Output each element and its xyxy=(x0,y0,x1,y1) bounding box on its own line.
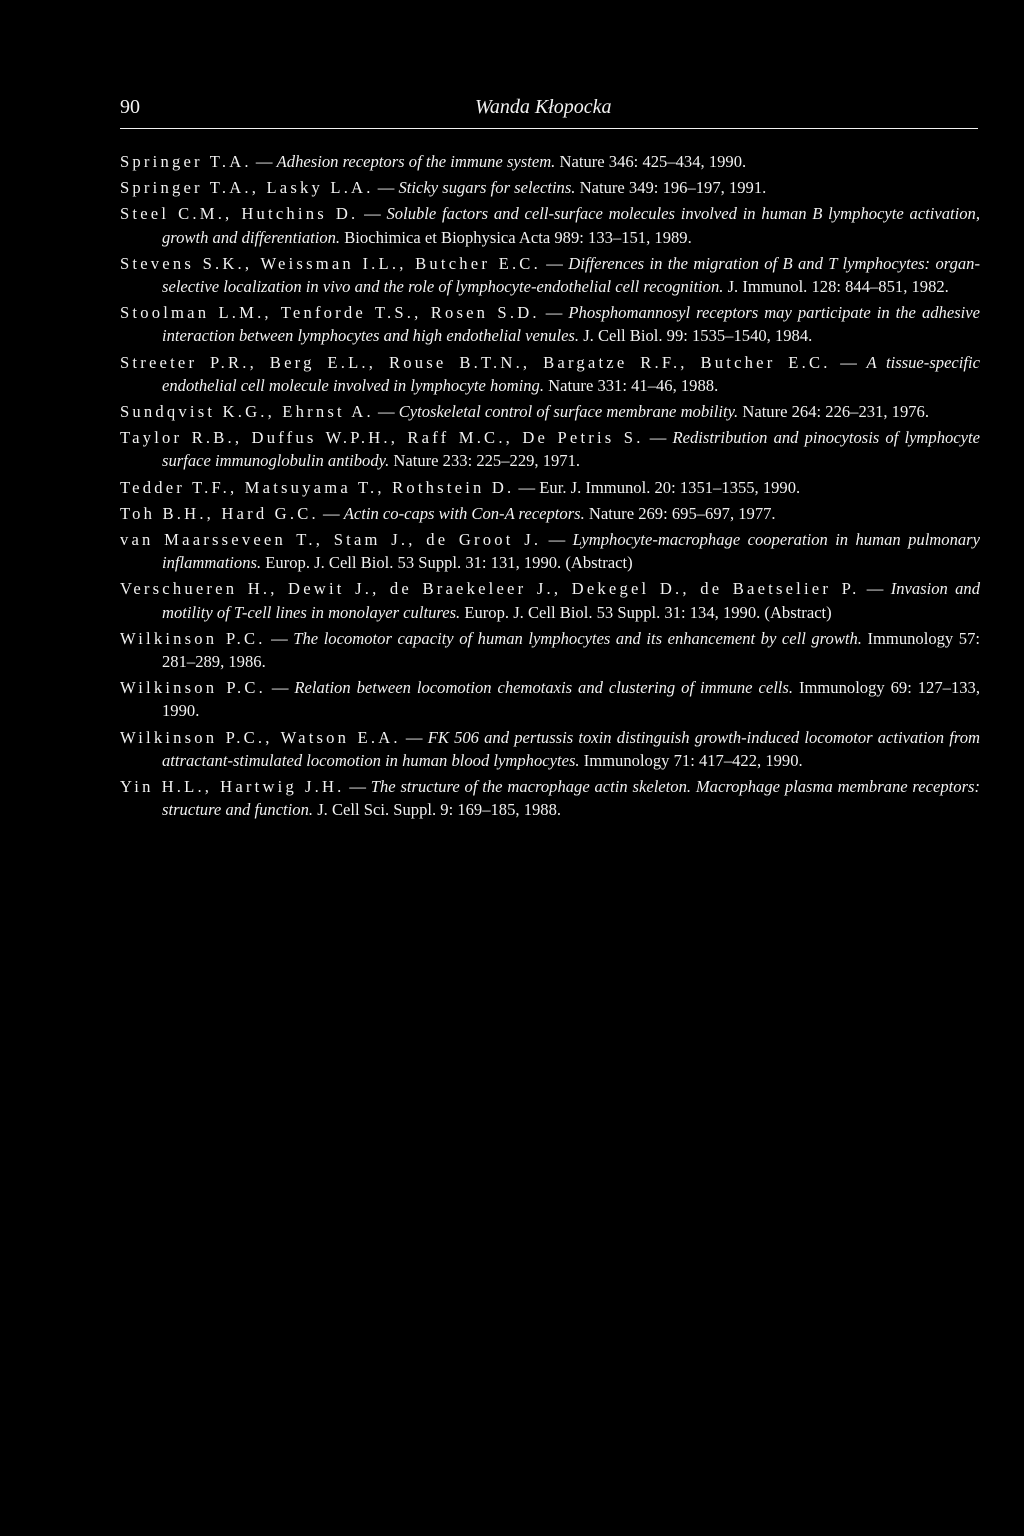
reference-entry: Wilkinson P.C. — The locomotor capacity of human lymphocytes and its enhancement by cell growth. Immunology 57: 281–289, 1986. xyxy=(120,628,980,672)
reference-authors: Streeter P.R., Berg E.L., Rouse B.T.N., Bargatze R.F., Butcher E.C. xyxy=(120,352,831,372)
reference-entry: Taylor R.B., Duffus W.P.H., Raff M.C., De Petris S. — Redistribution and pinocytosis of lymphocyte surface immunoglobulin antibody. Nature 233: 225–229, 1971. xyxy=(120,428,981,471)
reference-list xyxy=(120,150,980,824)
reference-title: Adhesion receptors of the immune system. xyxy=(276,152,556,171)
reference-source: Nature 346: 425–434, 1990. xyxy=(559,152,747,171)
reference-authors: Stoolman L.M., Tenforde T.S., Rosen S.D. xyxy=(120,303,540,323)
reference-authors: Stevens S.K., Weissman I.L., Butcher E.C. xyxy=(120,253,541,273)
reference-authors: Tedder T.F., Matsuyama T., Rothstein D. xyxy=(120,477,515,497)
reference-authors: Verschueren H., Dewit J., de Braekeleer J., Dekegel D., de Baetselier P. xyxy=(120,579,860,599)
reference-source: J. Cell Sci. Suppl. 9: 169–185, 1988. xyxy=(317,800,562,820)
reference-source: Immunology 69: 127–133, 1990. xyxy=(162,678,980,721)
reference-entry: Wilkinson P.C., Watson E.A. — FK 506 and pertussis toxin distinguish growth-induced locomotor activation from attractant-stimulated locomotion in human blood lymphocytes. Immunology 71: 417–422, 1990. xyxy=(120,727,981,770)
reference-title: Cytoskeletal control of surface membrane mobility. xyxy=(398,402,739,422)
reference-source: Biochimica et Biophysica Acta 989: 133–151, 1989. xyxy=(344,227,692,247)
reference-title: Invasion and motility of T-cell lines in monolayer cultures. xyxy=(162,579,981,622)
reference-authors: Wilkinson P.C. xyxy=(120,678,266,698)
reference-source: Europ. J. Cell Biol. 53 Suppl. 31: 131, 1990. (Abstract) xyxy=(265,553,633,573)
reference-source: Europ. J. Cell Biol. 53 Suppl. 31: 134, 1990. (Abstract) xyxy=(464,602,832,622)
reference-entry: Springer T.A. — Adhesion receptors of the immune system. Nature 346: 425–434, 1990. xyxy=(120,152,747,171)
reference-source: Eur. J. Immunol. 20: 1351–1355, 1990. xyxy=(539,477,801,497)
reference-title: Differences in the migration of B and T lymphocytes: organ-selective localization in vivo and the role of lymphocyte-endothelial cell recognition. xyxy=(162,253,981,297)
reference-entry: Tedder T.F., Matsuyama T., Rothstein D. — Eur. J. Immunol. 20: 1351–1355, 1990. xyxy=(120,477,801,497)
reference-authors: Taylor R.B., Duffus W.P.H., Raff M.C., De Petris S. xyxy=(120,428,644,448)
reference-title: Redistribution and pinocytosis of lymphocyte surface immunoglobulin antibody. xyxy=(162,428,981,471)
reference-title: FK 506 and pertussis toxin distinguish growth-induced locomotor activation from attractant-stimulated locomotion in human blood lymphocytes. xyxy=(162,727,981,770)
reference-source: Nature 233: 225–229, 1971. xyxy=(393,451,581,471)
reference-source: Nature 264: 226–231, 1976. xyxy=(742,402,929,422)
reference-authors: Sundqvist K.G., Ehrnst A. xyxy=(120,402,374,422)
reference-entry: Stevens S.K., Weissman I.L., Butcher E.C. — Differences in the migration of B and T lymphocytes: organ-selective localization in vivo and the role of lymphocyte-endothelial cell recognition. J. Immunol. 128: 844–851, 1982. xyxy=(120,253,981,297)
reference-source: Nature 331: 41–46, 1988. xyxy=(548,375,719,395)
reference-entry: Toh B.H., Hard G.C. — Actin co-caps with Con-A receptors. Nature 269: 695–697, 1977. xyxy=(120,503,776,523)
reference-title: A tissue-specific endothelial cell molecule involved in lymphocyte homing. xyxy=(162,352,980,395)
reference-entry: Steel C.M., Hutchins D. — Soluble factors and cell-surface molecules involved in human B lymphocyte activation, growth and differentiation. Biochimica et Biophysica Acta 989: 133–151, 1989. xyxy=(120,204,981,247)
reference-authors: Toh B.H., Hard G.C. xyxy=(120,503,319,523)
reference-entry: Wilkinson P.C. — Relation between locomotion chemotaxis and clustering of immune cells. Immunology 69: 127–133, 1990. xyxy=(120,678,980,721)
reference-authors: Springer T.A. xyxy=(120,152,252,171)
header-rule xyxy=(120,128,978,129)
reference-title: Soluble factors and cell-surface molecules involved in human B lymphocyte activation, growth and differentiation. xyxy=(162,204,981,247)
reference-entry: Stoolman L.M., Tenforde T.S., Rosen S.D. — Phosphomannosyl receptors may participate in the adhesive interaction between lymphocytes and high endothelial venules. J. Cell Biol. 99: 1535–1540, 1984. xyxy=(120,303,981,346)
reference-title: Actin co-caps with Con-A receptors. xyxy=(343,503,585,523)
reference-title: Relation between locomotion chemotaxis and clustering of immune cells. xyxy=(294,678,794,698)
reference-authors: Wilkinson P.C. xyxy=(120,628,266,648)
reference-source: Nature 349: 196–197, 1991. xyxy=(579,178,767,198)
reference-entry: Sundqvist K.G., Ehrnst A. — Cytoskeletal control of surface membrane mobility. Nature 264: 226–231, 1976. xyxy=(120,402,929,422)
reference-authors: Steel C.M., Hutchins D. xyxy=(120,204,359,224)
reference-authors: van Maarsseveen T., Stam J., de Groot J. xyxy=(120,530,542,550)
reference-title: Phosphomannosyl receptors may participate in the adhesive interaction between lymphocytes and high endothelial venules. xyxy=(162,303,981,346)
reference-source: Immunology 71: 417–422, 1990. xyxy=(583,750,803,770)
reference-title: The structure of the macrophage actin skeleton. Macrophage plasma membrane receptors: structure and function. xyxy=(162,777,981,820)
reference-entry: Verschueren H., Dewit J., de Braekeleer J., Dekegel D., de Baetselier P. — Invasion and motility of T-cell lines in monolayer cultures. Europ. J. Cell Biol. 53 Suppl. 31: 134, 1990. (Abstract) xyxy=(120,579,981,622)
reference-title: Sticky sugars for selectins. xyxy=(398,178,576,198)
running-head: Wanda Kłopocka xyxy=(475,96,612,118)
reference-source: Nature 269: 695–697, 1977. xyxy=(588,503,776,523)
reference-title: The locomotor capacity of human lymphocytes and its enhancement by cell growth. xyxy=(293,628,862,648)
reference-authors: Yin H.L., Hartwig J.H. xyxy=(120,777,345,797)
reference-source: J. Immunol. 128: 844–851, 1982. xyxy=(727,277,949,297)
reference-entry: Streeter P.R., Berg E.L., Rouse B.T.N., Bargatze R.F., Butcher E.C. — A tissue-specific endothelial cell molecule involved in lymphocyte homing. Nature 331: 41–46, 1988. xyxy=(120,352,980,395)
reference-title: Lymphocyte-macrophage cooperation in human pulmonary inflammations. xyxy=(162,530,980,573)
reference-authors: Springer T.A., Lasky L.A. xyxy=(120,178,374,198)
page-header xyxy=(120,94,978,124)
reference-authors: Wilkinson P.C., Watson E.A. xyxy=(120,727,401,747)
reference-entry: Springer T.A., Lasky L.A. — Sticky sugars for selectins. Nature 349: 196–197, 1991. xyxy=(120,178,767,198)
reference-source: Immunology 57: 281–289, 1986. xyxy=(162,628,980,672)
reference-entry: van Maarsseveen T., Stam J., de Groot J. — Lymphocyte-macrophage cooperation in human pulmonary inflammations. Europ. J. Cell Biol. 53 Suppl. 31: 131, 1990. (Abstract) xyxy=(120,530,980,573)
page-number: 90 xyxy=(120,96,140,118)
reference-entry: Yin H.L., Hartwig J.H. — The structure of the macrophage actin skeleton. Macrophage plasma membrane receptors: structure and function. J. Cell Sci. Suppl. 9: 169–185, 1988. xyxy=(120,777,981,820)
reference-source: J. Cell Biol. 99: 1535–1540, 1984. xyxy=(583,326,813,346)
